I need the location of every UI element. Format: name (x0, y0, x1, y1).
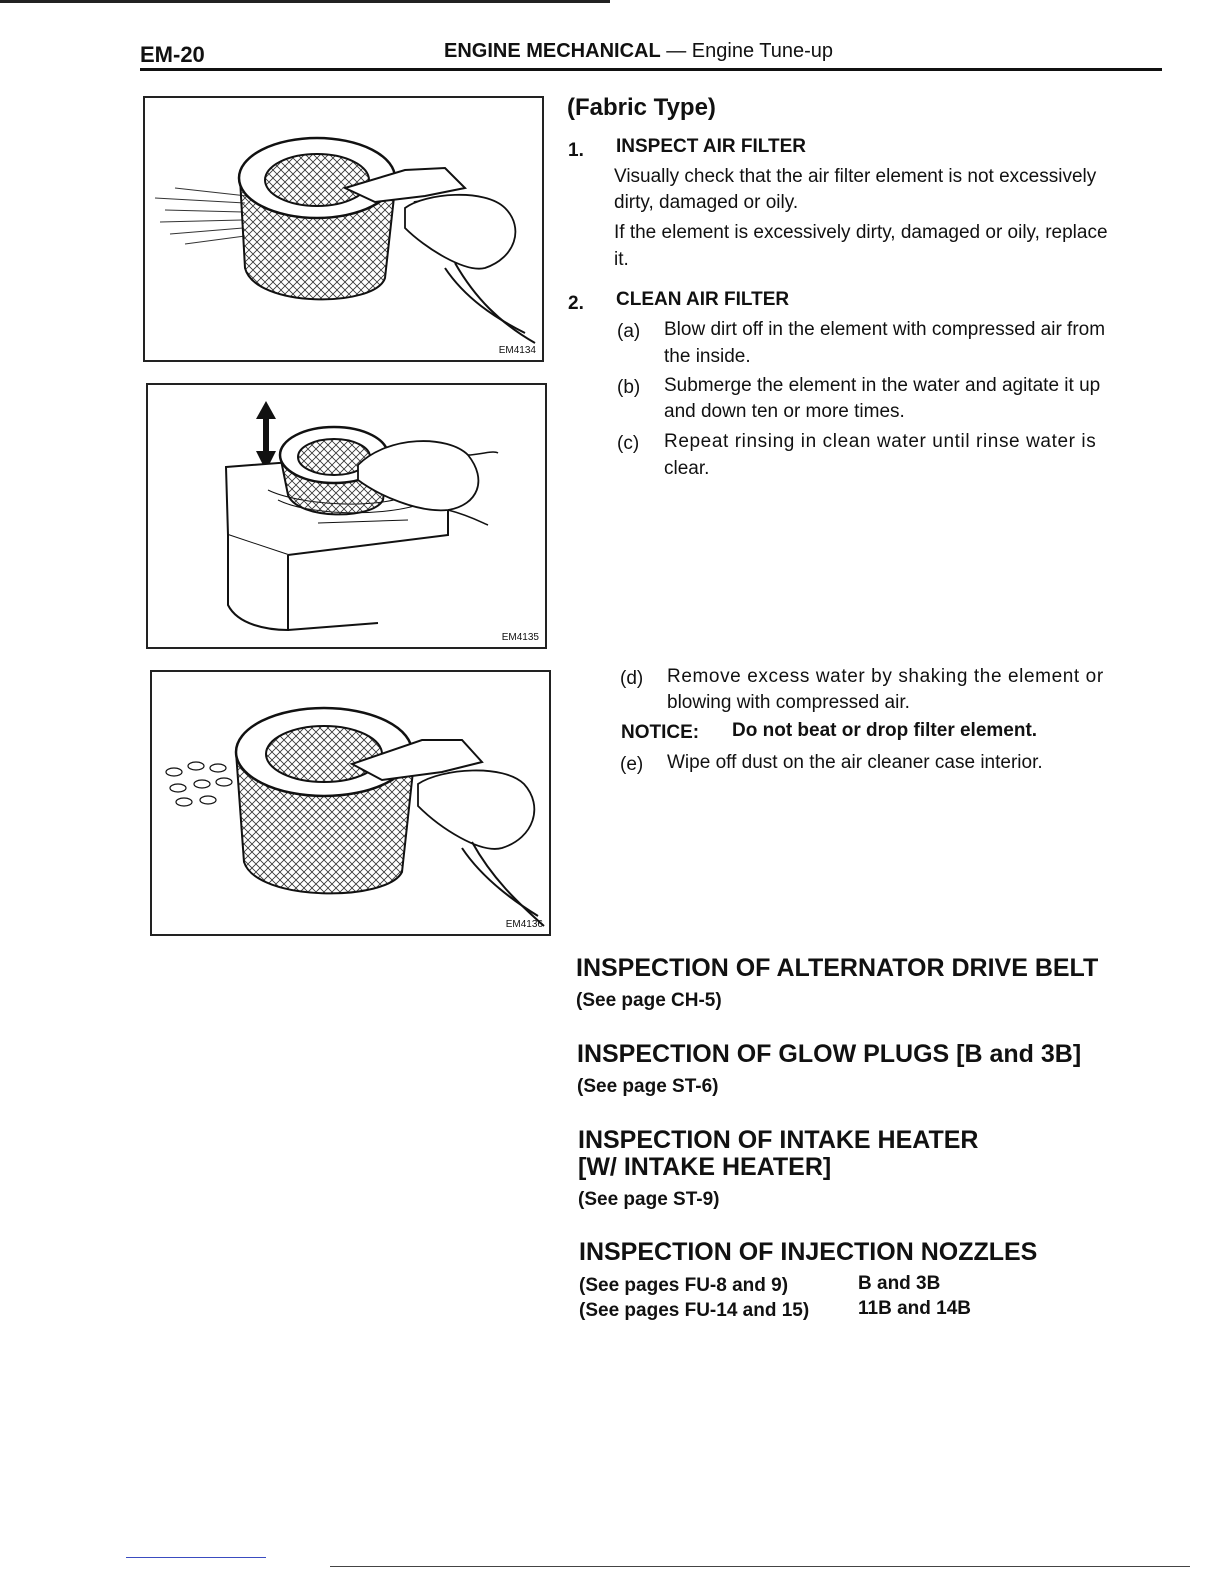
section-alternator-belt-ref: (See page CH-5) (576, 990, 722, 1011)
section-injection-nozzles-models-1: B and 3B (858, 1273, 941, 1294)
step-2c-line-1: Repeat rinsing in clean water until rinse water is (664, 431, 1097, 452)
step-1-para-1-line-2: dirty, damaged or oily. (614, 192, 799, 213)
header-separator: — (660, 40, 692, 62)
step-2c-letter: (c) (617, 433, 640, 454)
step-2b-letter: (b) (617, 377, 641, 398)
step-2b-line-1: Submerge the element in the water and agitate it up (664, 375, 1101, 396)
air-filter-submerge-illustration (148, 385, 545, 647)
notice-label: NOTICE: (621, 722, 700, 743)
step-2a-letter: (a) (617, 321, 641, 342)
scan-top-edge (0, 0, 610, 3)
fabric-type-heading: (Fabric Type) (567, 94, 716, 121)
section-injection-nozzles-ref-1: (See pages FU-8 and 9) (579, 1275, 789, 1296)
water-drops-icon (166, 762, 232, 806)
step-1-para-1-line-1: Visually check that the air filter element is not excessively (614, 166, 1097, 187)
step-2d-letter: (d) (620, 668, 644, 689)
section-alternator-belt-title: INSPECTION OF ALTERNATOR DRIVE BELT (576, 954, 1099, 982)
header-rule (140, 68, 1162, 71)
section-glow-plugs-ref: (See page ST-6) (577, 1076, 719, 1097)
section-glow-plugs-title: INSPECTION OF GLOW PLUGS [B and 3B] (577, 1040, 1082, 1068)
step-2-title: CLEAN AIR FILTER (616, 289, 790, 310)
step-2c-line-2: clear. (664, 458, 710, 479)
step-2d-line-1: Remove excess water by shaking the element or (667, 666, 1104, 687)
step-2a-line-1: Blow dirt off in the element with compressed air from (664, 319, 1106, 340)
step-1-number: 1. (568, 140, 584, 161)
step-1-title: INSPECT AIR FILTER (616, 136, 806, 157)
step-2e-line-1: Wipe off dust on the air cleaner case interior. (667, 752, 1043, 773)
air-filter-blow-illustration (145, 98, 542, 360)
section-intake-heater-ref: (See page ST-9) (578, 1189, 720, 1210)
section-injection-nozzles-title: INSPECTION OF INJECTION NOZZLES (579, 1238, 1038, 1266)
figure-submerge-filter (146, 383, 547, 649)
figure-code: EM4135 (501, 632, 539, 643)
figure-dry-filter (150, 670, 551, 936)
step-2a-line-2: the inside. (664, 346, 751, 367)
step-2e-letter: (e) (620, 754, 644, 775)
header-section: ENGINE MECHANICAL (444, 40, 661, 62)
section-injection-nozzles-models-2: 11B and 14B (858, 1298, 971, 1319)
section-injection-nozzles-ref-2: (See pages FU-14 and 15) (579, 1300, 810, 1321)
step-2d-line-2: blowing with compressed air. (667, 692, 910, 713)
section-intake-heater-title-line-1: INSPECTION OF INTAKE HEATER (578, 1126, 979, 1154)
up-down-arrow-icon (256, 401, 276, 471)
figure-code: EM4134 (498, 345, 536, 356)
step-1-para-2-line-2: it. (614, 249, 629, 270)
footer-scan-line (126, 1557, 266, 1558)
footer-bottom-line (330, 1566, 1190, 1567)
step-2b-line-2: and down ten or more times. (664, 401, 905, 422)
figure-code: EM4136 (505, 919, 543, 930)
notice-text: Do not beat or drop filter element. (732, 720, 1038, 741)
page-header-title (444, 40, 833, 63)
figure-blow-filter (143, 96, 544, 362)
header-subsection: Engine Tune-up (691, 40, 834, 62)
air-filter-dry-illustration (152, 672, 549, 934)
page-number: EM-20 (140, 42, 205, 67)
step-1-para-2-line-1: If the element is excessively dirty, damaged or oily, replace (614, 222, 1108, 243)
step-2-number: 2. (568, 293, 584, 314)
section-intake-heater-title-line-2: [W/ INTAKE HEATER] (578, 1153, 832, 1181)
